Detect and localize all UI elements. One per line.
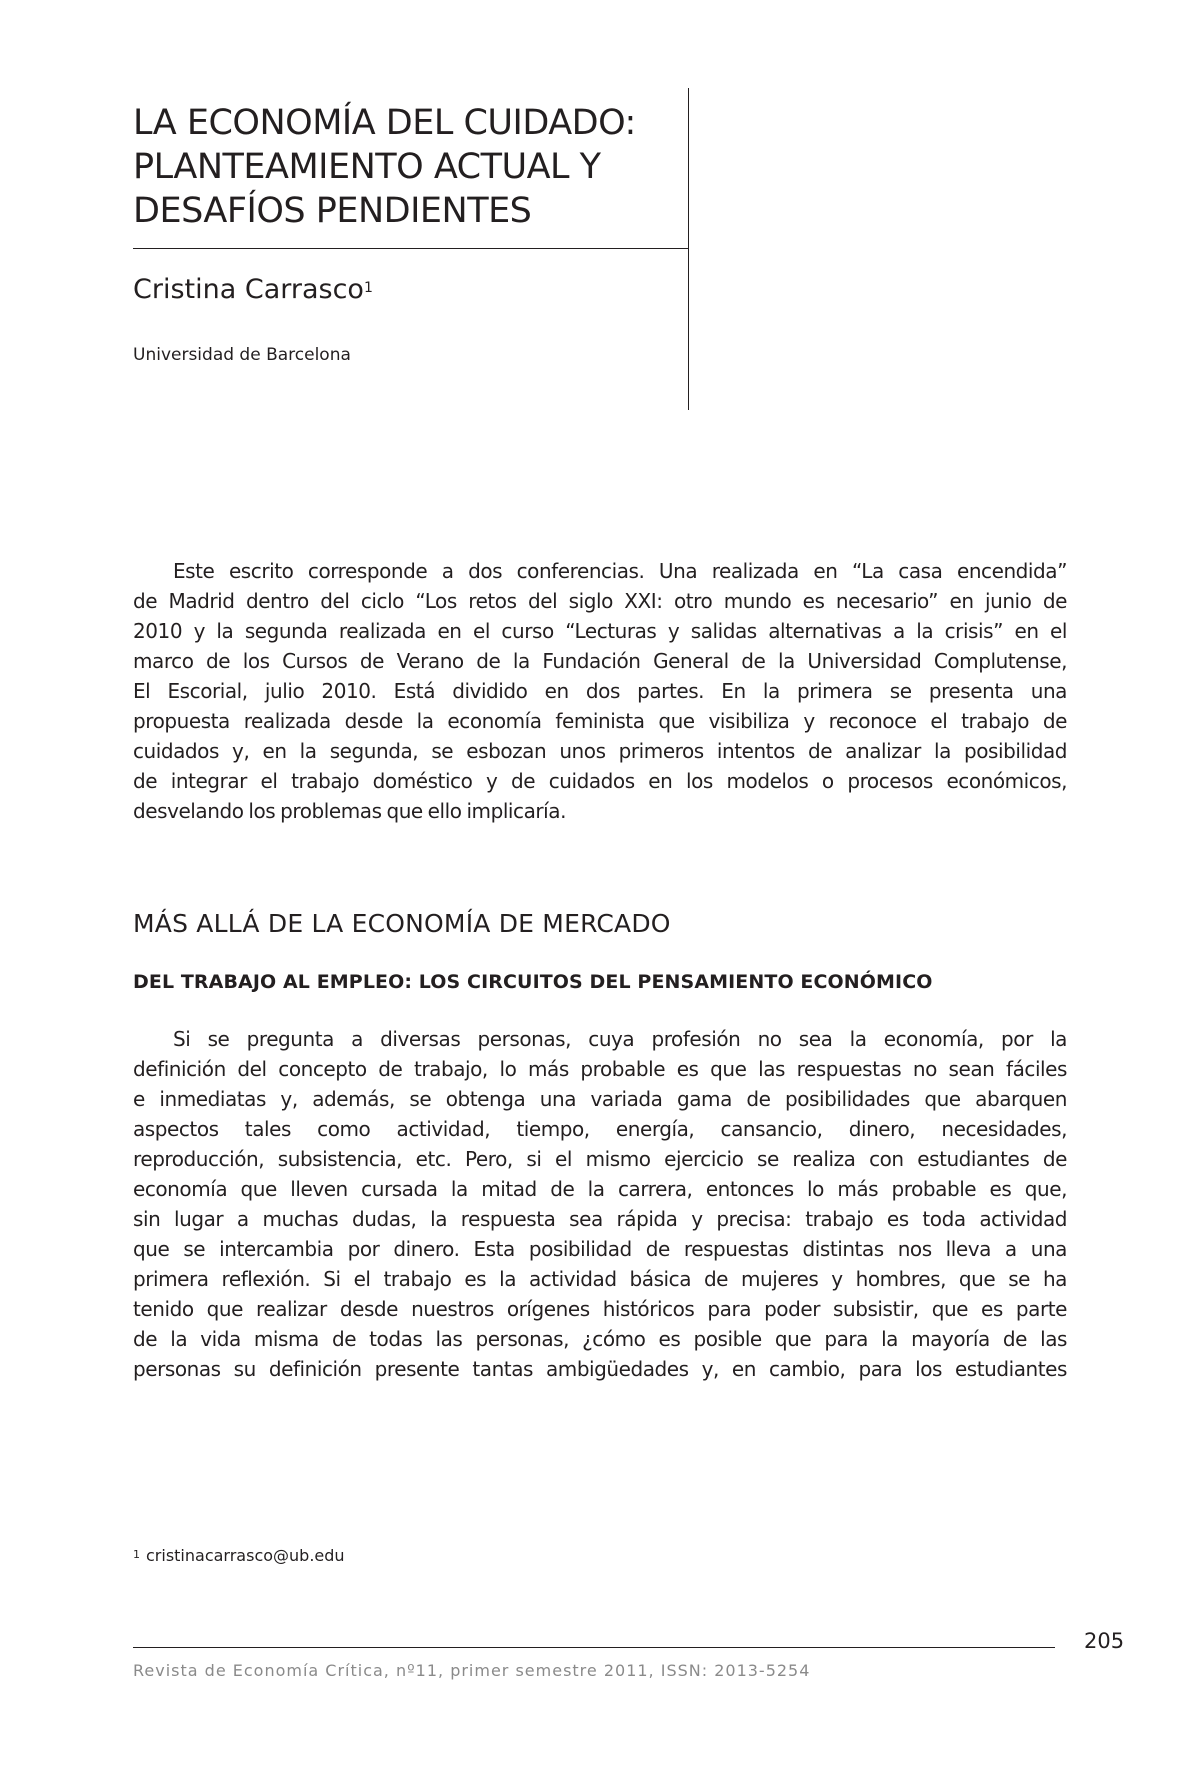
abstract-line: 2010 y la segunda realizada en el curso “Lecturas y salidas alternativas a la crisis” en el: [133, 619, 1067, 643]
body-paragraph: [133, 1024, 1067, 1384]
footnote: [133, 1546, 345, 1566]
paragraph-line: Si se pregunta a diversas personas, cuya profesión no sea la economía, por la: [173, 1027, 1067, 1051]
paragraph-line: tenido que realizar desde nuestros orígenes históricos para poder subsistir, que es parte: [133, 1297, 1067, 1321]
article-title-line: DESAFÍOS PENDIENTES: [133, 191, 532, 231]
abstract-line: de Madrid dentro del ciclo “Los retos del siglo XXI: otro mundo es necesario” en junio de: [133, 589, 1067, 613]
footnote-email[interactable]: cristinacarrasco@ub.edu: [146, 1546, 345, 1565]
abstract-line: cuidados y, en la segunda, se esbozan unos primeros intentos de analizar la posibilidad: [133, 739, 1067, 763]
paragraph-line: personas su definición presente tantas ambigüedades y, en cambio, para los estudiantes: [133, 1357, 1067, 1381]
paragraph-line: sin lugar a muchas dudas, la respuesta sea rápida y precisa: trabajo es toda actividad: [133, 1207, 1067, 1231]
abstract: [133, 556, 1067, 826]
journal-citation: Revista de Economía Crítica, nº11, primer semestre 2011, ISSN: 2013-5254: [133, 1661, 811, 1680]
author-name-text: Cristina Carrasco: [133, 274, 364, 305]
paragraph-line: de la vida misma de todas las personas, ¿cómo es posible que para la mayoría de las: [133, 1327, 1067, 1351]
abstract-line: desvelando los problemas que ello implicaría.: [133, 799, 566, 823]
paragraph-line: que se intercambia por dinero. Esta posibilidad de respuestas distintas nos lleva a una: [133, 1237, 1067, 1261]
title-block: [133, 88, 689, 410]
paragraph-line: aspectos tales como actividad, tiempo, energía, cansancio, dinero, necesidades,: [133, 1117, 1067, 1141]
paragraph-line: e inmediatas y, además, se obtenga una variada gama de posibilidades que abarquen: [133, 1087, 1067, 1111]
paragraph-line: definición del concepto de trabajo, lo más probable es que las respuestas no sean fáciles: [133, 1057, 1067, 1081]
author-name: [133, 274, 373, 306]
footer-divider: [133, 1647, 1055, 1648]
footnote-mark: 1: [133, 1548, 140, 1561]
abstract-line: propuesta realizada desde la economía feminista que visibiliza y reconoce el trabajo de: [133, 709, 1067, 733]
author-affiliation: Universidad de Barcelona: [133, 345, 351, 365]
article-title-line: PLANTEAMIENTO ACTUAL Y: [133, 147, 601, 187]
abstract-line: Este escrito corresponde a dos conferencias. Una realizada en “La casa encendida”: [173, 559, 1067, 583]
abstract-line: marco de los Cursos de Verano de la Fundación General de la Universidad Complutense,: [133, 649, 1067, 673]
section-heading: MÁS ALLÁ DE LA ECONOMÍA DE MERCADO: [133, 909, 671, 938]
title-divider: [133, 248, 689, 249]
subsection-heading: DEL TRABAJO AL EMPLEO: LOS CIRCUITOS DEL PENSAMIENTO ECONÓMICO: [133, 971, 933, 993]
author-footnote-mark: 1: [363, 280, 373, 296]
article-title-line: LA ECONOMÍA DEL CUIDADO:: [133, 103, 636, 143]
page-number: 205: [1084, 1629, 1125, 1653]
article-title: [133, 101, 636, 233]
abstract-line: El Escorial, julio 2010. Está dividido en dos partes. En la primera se presenta una: [133, 679, 1067, 703]
paragraph-line: primera reflexión. Si el trabajo es la actividad básica de mujeres y hombres, que se ha: [133, 1267, 1067, 1291]
abstract-line: de integrar el trabajo doméstico y de cuidados en los modelos o procesos económicos,: [133, 769, 1067, 793]
paragraph-line: economía que lleven cursada la mitad de la carrera, entonces lo más probable es que,: [133, 1177, 1067, 1201]
paragraph-line: reproducción, subsistencia, etc. Pero, si el mismo ejercicio se realiza con estudiantes de: [133, 1147, 1067, 1171]
